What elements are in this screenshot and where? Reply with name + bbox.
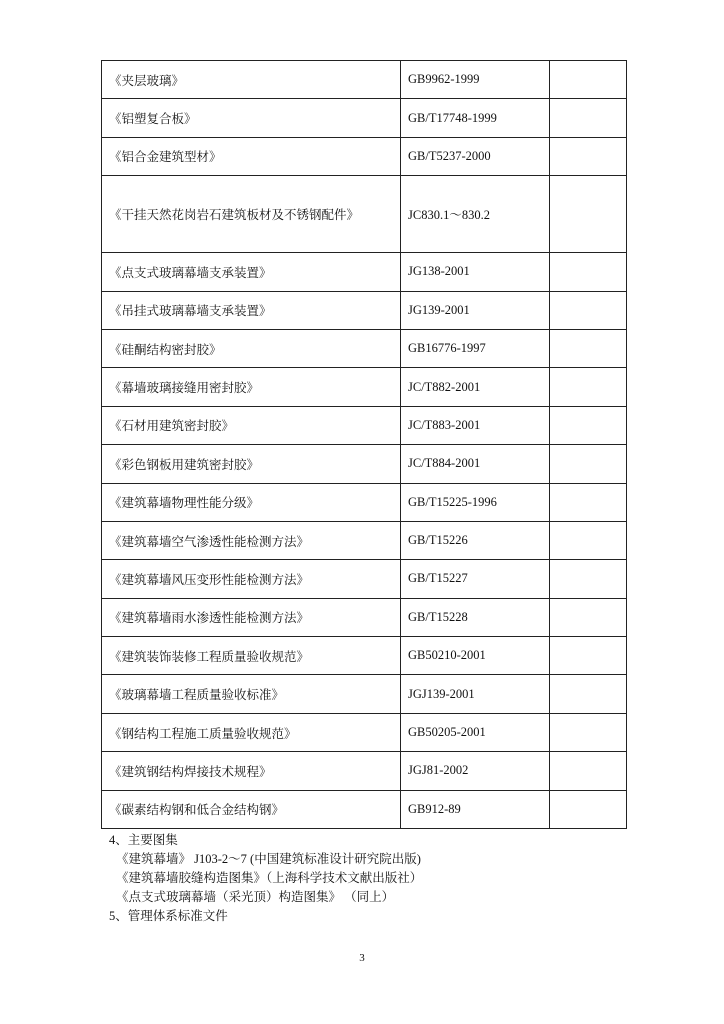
standard-note — [550, 61, 627, 99]
standard-note — [550, 406, 627, 444]
standard-code: GB/T15227 — [401, 560, 550, 598]
table-row — [102, 713, 627, 751]
standard-note — [550, 368, 627, 406]
table-row — [102, 137, 627, 175]
standard-note — [550, 483, 627, 521]
standard-note — [550, 176, 627, 253]
standard-name: 《吊挂式玻璃幕墙支承装置》 — [102, 291, 401, 329]
standard-code: JC/T882-2001 — [401, 368, 550, 406]
document-body-text — [109, 831, 422, 926]
standard-note — [550, 445, 627, 483]
standard-name: 《石材用建筑密封胶》 — [102, 406, 401, 444]
standard-code: JC/T884-2001 — [401, 445, 550, 483]
standard-name: 《建筑幕墙雨水渗透性能检测方法》 — [102, 598, 401, 636]
table-row — [102, 176, 627, 253]
standard-note — [550, 329, 627, 367]
standard-note — [550, 521, 627, 559]
table-row — [102, 99, 627, 137]
standard-name: 《建筑幕墙风压变形性能检测方法》 — [102, 560, 401, 598]
standard-code: JGJ81-2002 — [401, 752, 550, 790]
table-row — [102, 329, 627, 367]
standards-table — [101, 60, 627, 829]
table-row — [102, 521, 627, 559]
standard-name: 《碳素结构钢和低合金结构钢》 — [102, 790, 401, 828]
standard-code: GB912-89 — [401, 790, 550, 828]
table-row — [102, 560, 627, 598]
section-heading: 4、主要图集 — [109, 833, 178, 847]
standard-name: 《建筑幕墙物理性能分级》 — [102, 483, 401, 521]
standard-code: JC830.1～830.2 — [401, 176, 550, 253]
standard-name: 《点支式玻璃幕墙支承装置》 — [102, 253, 401, 291]
standard-code: JC/T883-2001 — [401, 406, 550, 444]
standard-code: GB/T15225-1996 — [401, 483, 550, 521]
standard-code: JGJ139-2001 — [401, 675, 550, 713]
table-row — [102, 368, 627, 406]
list-item: 《建筑幕墙胶缝构造图集》（上海科学技术文献出版社） — [116, 871, 423, 885]
standard-code: GB/T5237-2000 — [401, 137, 550, 175]
standard-note — [550, 752, 627, 790]
page-number: 3 — [359, 952, 365, 964]
table-row — [102, 253, 627, 291]
standard-name: 《玻璃幕墙工程质量验收标准》 — [102, 675, 401, 713]
table-row — [102, 406, 627, 444]
standard-note — [550, 713, 627, 751]
standard-code: GB/T17748-1999 — [401, 99, 550, 137]
standard-name: 《钢结构工程施工质量验收规范》 — [102, 713, 401, 751]
standard-note — [550, 137, 627, 175]
standard-name: 《建筑装饰装修工程质量验收规范》 — [102, 637, 401, 675]
standard-note — [550, 99, 627, 137]
standard-code: GB9962-1999 — [401, 61, 550, 99]
table-row — [102, 483, 627, 521]
section-heading: 5、管理体系标准文件 — [109, 909, 228, 923]
standard-name: 《铝合金建筑型材》 — [102, 137, 401, 175]
standard-code: JG139-2001 — [401, 291, 550, 329]
table-row — [102, 675, 627, 713]
standard-name: 《干挂天然花岗岩石建筑板材及不锈钢配件》 — [102, 176, 401, 253]
list-item: 《建筑幕墙》 J103-2～7 (中国建筑标准设计研究院出版) — [116, 852, 421, 866]
table-row — [102, 598, 627, 636]
standard-code: JG138-2001 — [401, 253, 550, 291]
list-item: 《点支式玻璃幕墙（采光顶）构造图集》 （同上） — [116, 890, 395, 904]
standard-name: 《彩色钢板用建筑密封胶》 — [102, 445, 401, 483]
standard-name: 《硅酮结构密封胶》 — [102, 329, 401, 367]
standard-name: 《建筑钢结构焊接技术规程》 — [102, 752, 401, 790]
standard-note — [550, 675, 627, 713]
standard-note — [550, 291, 627, 329]
standard-code: GB50210-2001 — [401, 637, 550, 675]
standard-note — [550, 253, 627, 291]
standard-code: GB/T15228 — [401, 598, 550, 636]
table-row — [102, 790, 627, 828]
standard-name: 《夹层玻璃》 — [102, 61, 401, 99]
standard-code: GB50205-2001 — [401, 713, 550, 751]
table-row — [102, 291, 627, 329]
standard-note — [550, 637, 627, 675]
standard-code: GB/T15226 — [401, 521, 550, 559]
table-row — [102, 637, 627, 675]
standard-code: GB16776-1997 — [401, 329, 550, 367]
table-row — [102, 752, 627, 790]
standard-name: 《建筑幕墙空气渗透性能检测方法》 — [102, 521, 401, 559]
standard-note — [550, 560, 627, 598]
standard-note — [550, 790, 627, 828]
standard-name: 《铝塑复合板》 — [102, 99, 401, 137]
standard-name: 《幕墙玻璃接缝用密封胶》 — [102, 368, 401, 406]
table-row — [102, 61, 627, 99]
standard-note — [550, 598, 627, 636]
table-row — [102, 445, 627, 483]
